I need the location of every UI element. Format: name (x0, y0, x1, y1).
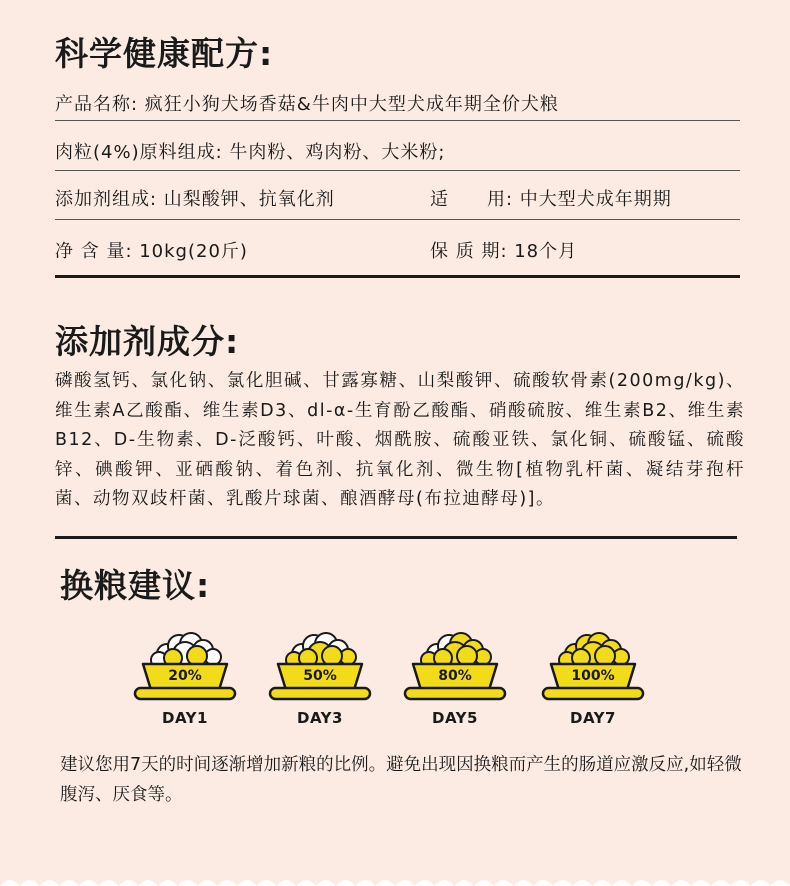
weight-shelf-life-row (55, 237, 740, 263)
formula-title: 科学健康配方: (55, 34, 274, 73)
shelf-life-text: 保 质 期: 18个月 (430, 241, 578, 262)
additives-list: 磷酸氢钙、氯化钠、氯化胆碱、甘露寡糖、山梨酸钾、硫酸软骨素(200mg/kg)、维生素A乙酸酯、维生素D3、dl-α-生育酚乙酸酯、硝酸硫胺、维生素B2、维生素B12、D-生物素、D-泛酸钙、叶酸、烟酰胺、硫酸亚铁、氯化铜、硫酸锰、硫酸锌、碘酸钾、亚硒酸钠、着色剂、抗氧化剂、微生物[植物乳杆菌、凝结芽孢杆菌、动物双歧杆菌、乳酸片球菌、酿酒酵母(布拉迪酵母)]。 (55, 371, 745, 509)
day-label: DAY5 (432, 709, 478, 727)
bowl-base (135, 688, 235, 699)
divider (55, 219, 740, 220)
bowl-base (270, 688, 370, 699)
bowl-base (405, 688, 505, 699)
switching-title: 换粮建议: (60, 566, 211, 605)
food-bowl-icon (403, 630, 507, 702)
scalloped-bottom-edge (0, 872, 790, 886)
bowl-percent-label: 50% (303, 668, 337, 684)
bowl-base (543, 688, 643, 699)
meat-ingredients-row (55, 138, 740, 164)
additives-title: 添加剂成分: (55, 322, 240, 361)
bowl-percent-label: 20% (168, 668, 202, 684)
additive-composition-text: 添加剂组成: 山梨酸钾、抗氧化剂 (55, 189, 335, 210)
divider (55, 170, 740, 171)
bowl-percent-label: 80% (438, 668, 472, 684)
food-bowl-icon (133, 630, 237, 702)
applicable-text: 适 用: 中大型犬成年期期 (430, 189, 672, 210)
day-label: DAY1 (162, 709, 208, 727)
additive-usage-row (55, 185, 740, 211)
day-label: DAY3 (297, 709, 343, 727)
product-name-text: 产品名称: 疯狂小狗犬场香菇&牛肉中大型犬成年期全价犬粮 (55, 94, 559, 115)
meat-ingredients-text: 肉粒(4%)原料组成: 牛肉粉、鸡肉粉、大米粉; (55, 142, 446, 163)
section-divider (55, 536, 737, 539)
divider (55, 120, 740, 121)
day-label: DAY7 (570, 709, 616, 727)
food-bowl-icon (541, 630, 645, 702)
food-bowl-icon (268, 630, 372, 702)
section-divider (55, 275, 740, 278)
net-weight-text: 净 含 量: 10kg(20斤) (55, 241, 248, 262)
product-name-row (55, 90, 740, 116)
switching-advice: 建议您用7天的时间逐渐增加新粮的比例。避免出现因换粮而产生的肠道应激反应,如轻微腹泻、厌食等。 (60, 755, 742, 805)
bowl-percent-label: 100% (571, 668, 615, 684)
